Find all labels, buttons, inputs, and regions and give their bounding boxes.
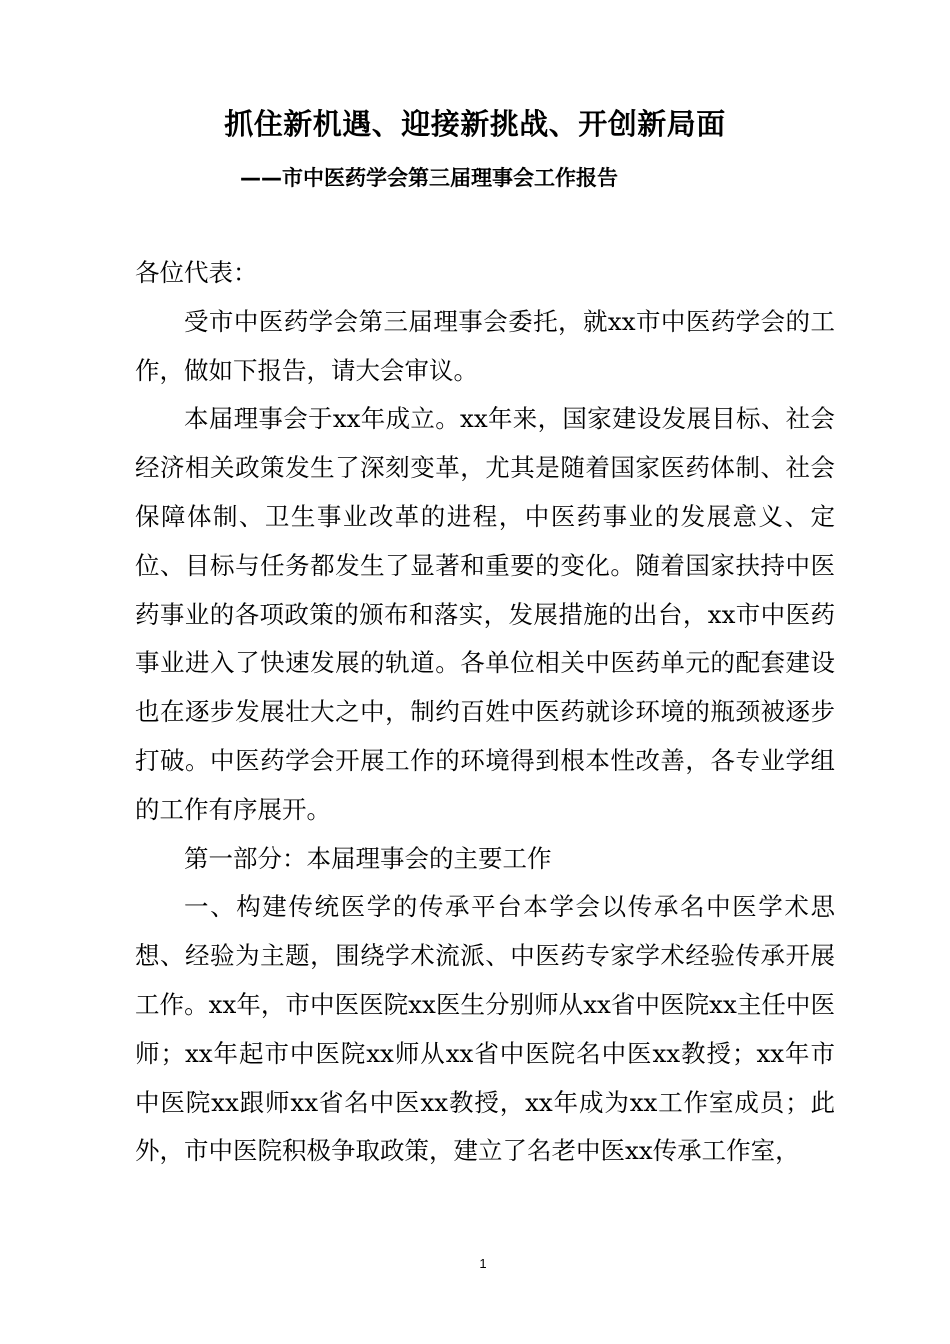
section-heading: 第一部分：本届理事会的主要工作 — [184, 843, 552, 873]
salutation: 各位代表： — [135, 258, 258, 287]
document-subtitle: ——市中医药学会第三届理事会工作报告 — [240, 166, 618, 190]
paragraph-background: 本届理事会于xx年成立。xx年来，国家建设发展目标、社会经济相关政策发生了深刻变革，尤其是随着国家医药体制、社会保障体制、卫生事业改革的进程，中医药事业的发展意义、定位、目标与任务都发生了显著和重要的变化。随着国家扶持中医药事业的各项政策的颁布和落实，发展措施的出台，xx市中医药事业进入了快速发展的轨道。各单位相关中医药单元的配套建设也在逐步发展壮大之中，制约百姓中医药就诊环境的瓶颈被逐步打破。中医药学会开展工作的环境得到根本性改善，各专业学组的工作有序展开。 — [135, 404, 835, 824]
paragraph-intro: 受市中医药学会第三届理事会委托，就xx市中医药学会的工作，做如下报告，请大会审议。 — [135, 306, 835, 385]
document-body — [135, 249, 835, 1176]
page-number: 1 — [479, 1256, 487, 1271]
document-title: 抓住新机遇、迎接新挑战、开创新局面 — [224, 107, 726, 141]
paragraph-heritage: 一、构建传统医学的传承平台本学会以传承名中医学术思想、经验为主题，围绕学术流派、中医药专家学术经验传承开展工作。xx年，市中医医院xx医生分别师从xx省中医院xx主任中医师；xx年起市中医院xx师从xx省中医院名中医xx教授；xx年市中医院xx跟师xx省名中医xx教授，xx年成为xx工作室成员；此外，市中医院积极争取政策，建立了名老中医xx传承工作室， — [135, 892, 835, 1166]
